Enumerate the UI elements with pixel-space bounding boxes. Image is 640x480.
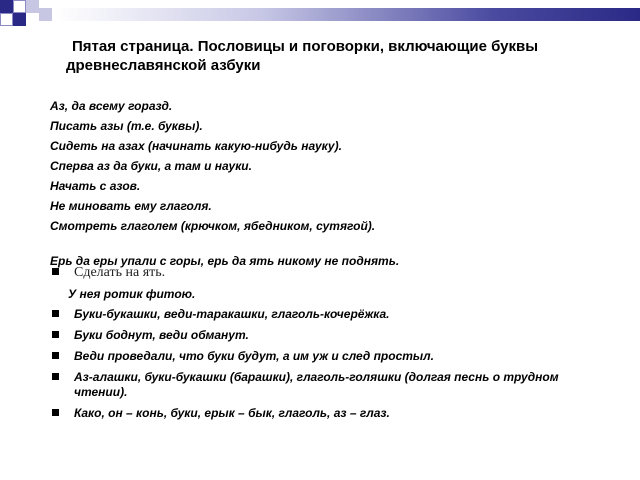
list-item bbox=[50, 370, 610, 400]
list-item-text: Буки-букашки, веди-таракашки, глаголь-кочерёжка. bbox=[74, 307, 390, 321]
decor-square bbox=[26, 0, 39, 13]
square-bullet-icon bbox=[52, 268, 59, 275]
decor-square bbox=[0, 0, 13, 13]
square-bullet-icon bbox=[52, 352, 59, 359]
spacer bbox=[50, 236, 610, 251]
list-item bbox=[50, 349, 610, 364]
list-item-text: Сделать на ять. bbox=[74, 265, 166, 280]
header-decoration bbox=[0, 0, 640, 26]
list-item-text: Како, он – конь, буки, ерык – бык, глаголь, аз – глаз. bbox=[74, 406, 390, 420]
header-gradient-bar bbox=[55, 8, 640, 21]
list-item bbox=[50, 406, 610, 421]
square-bullet-icon bbox=[52, 331, 59, 338]
square-bullet-icon bbox=[52, 373, 59, 380]
proverb-line: Аз, да всему горазд. bbox=[50, 99, 173, 113]
list-item-text: Веди проведали, что буки будут, а им уж и след простыл. bbox=[74, 349, 434, 363]
decor-square bbox=[13, 13, 26, 26]
list-item-text: Аз-алашки, буки-букашки (барашки), глаголь-голяшки (долгая песнь о трудном чтении). bbox=[74, 370, 559, 399]
list-item bbox=[50, 328, 610, 343]
proverb-bullet-list bbox=[50, 264, 610, 427]
proverb-line: Сперва аз да буки, а там и науки. bbox=[50, 159, 252, 173]
decor-square bbox=[13, 0, 26, 13]
page-title: Пятая страница. Пословицы и поговорки, включающие буквы древнеславянской азбуки bbox=[66, 38, 539, 74]
proverb-line: Писать азы (т.е. буквы). bbox=[50, 119, 203, 133]
square-bullet-icon bbox=[52, 409, 59, 416]
proverb-lines bbox=[50, 96, 610, 271]
square-bullet-icon bbox=[52, 310, 59, 317]
list-item bbox=[50, 307, 610, 322]
proverb-line: Не миновать ему глаголя. bbox=[50, 199, 212, 213]
plain-line: У нея ротик фитою. bbox=[68, 287, 196, 301]
decor-square bbox=[39, 8, 52, 21]
proverb-line: Сидеть на азах (начинать какую-нибудь науку). bbox=[50, 139, 342, 153]
list-item bbox=[50, 264, 610, 281]
list-item-text: Буки боднут, веди обманут. bbox=[74, 328, 249, 342]
proverb-line: Начать с азов. bbox=[50, 179, 141, 193]
proverb-line: Смотреть глаголем (крючком, ябедником, сутягой). bbox=[50, 219, 376, 233]
proverb-line: Ерь да еры упали с горы, ерь да ять никому не поднять. bbox=[50, 254, 400, 268]
decor-square bbox=[0, 13, 13, 26]
